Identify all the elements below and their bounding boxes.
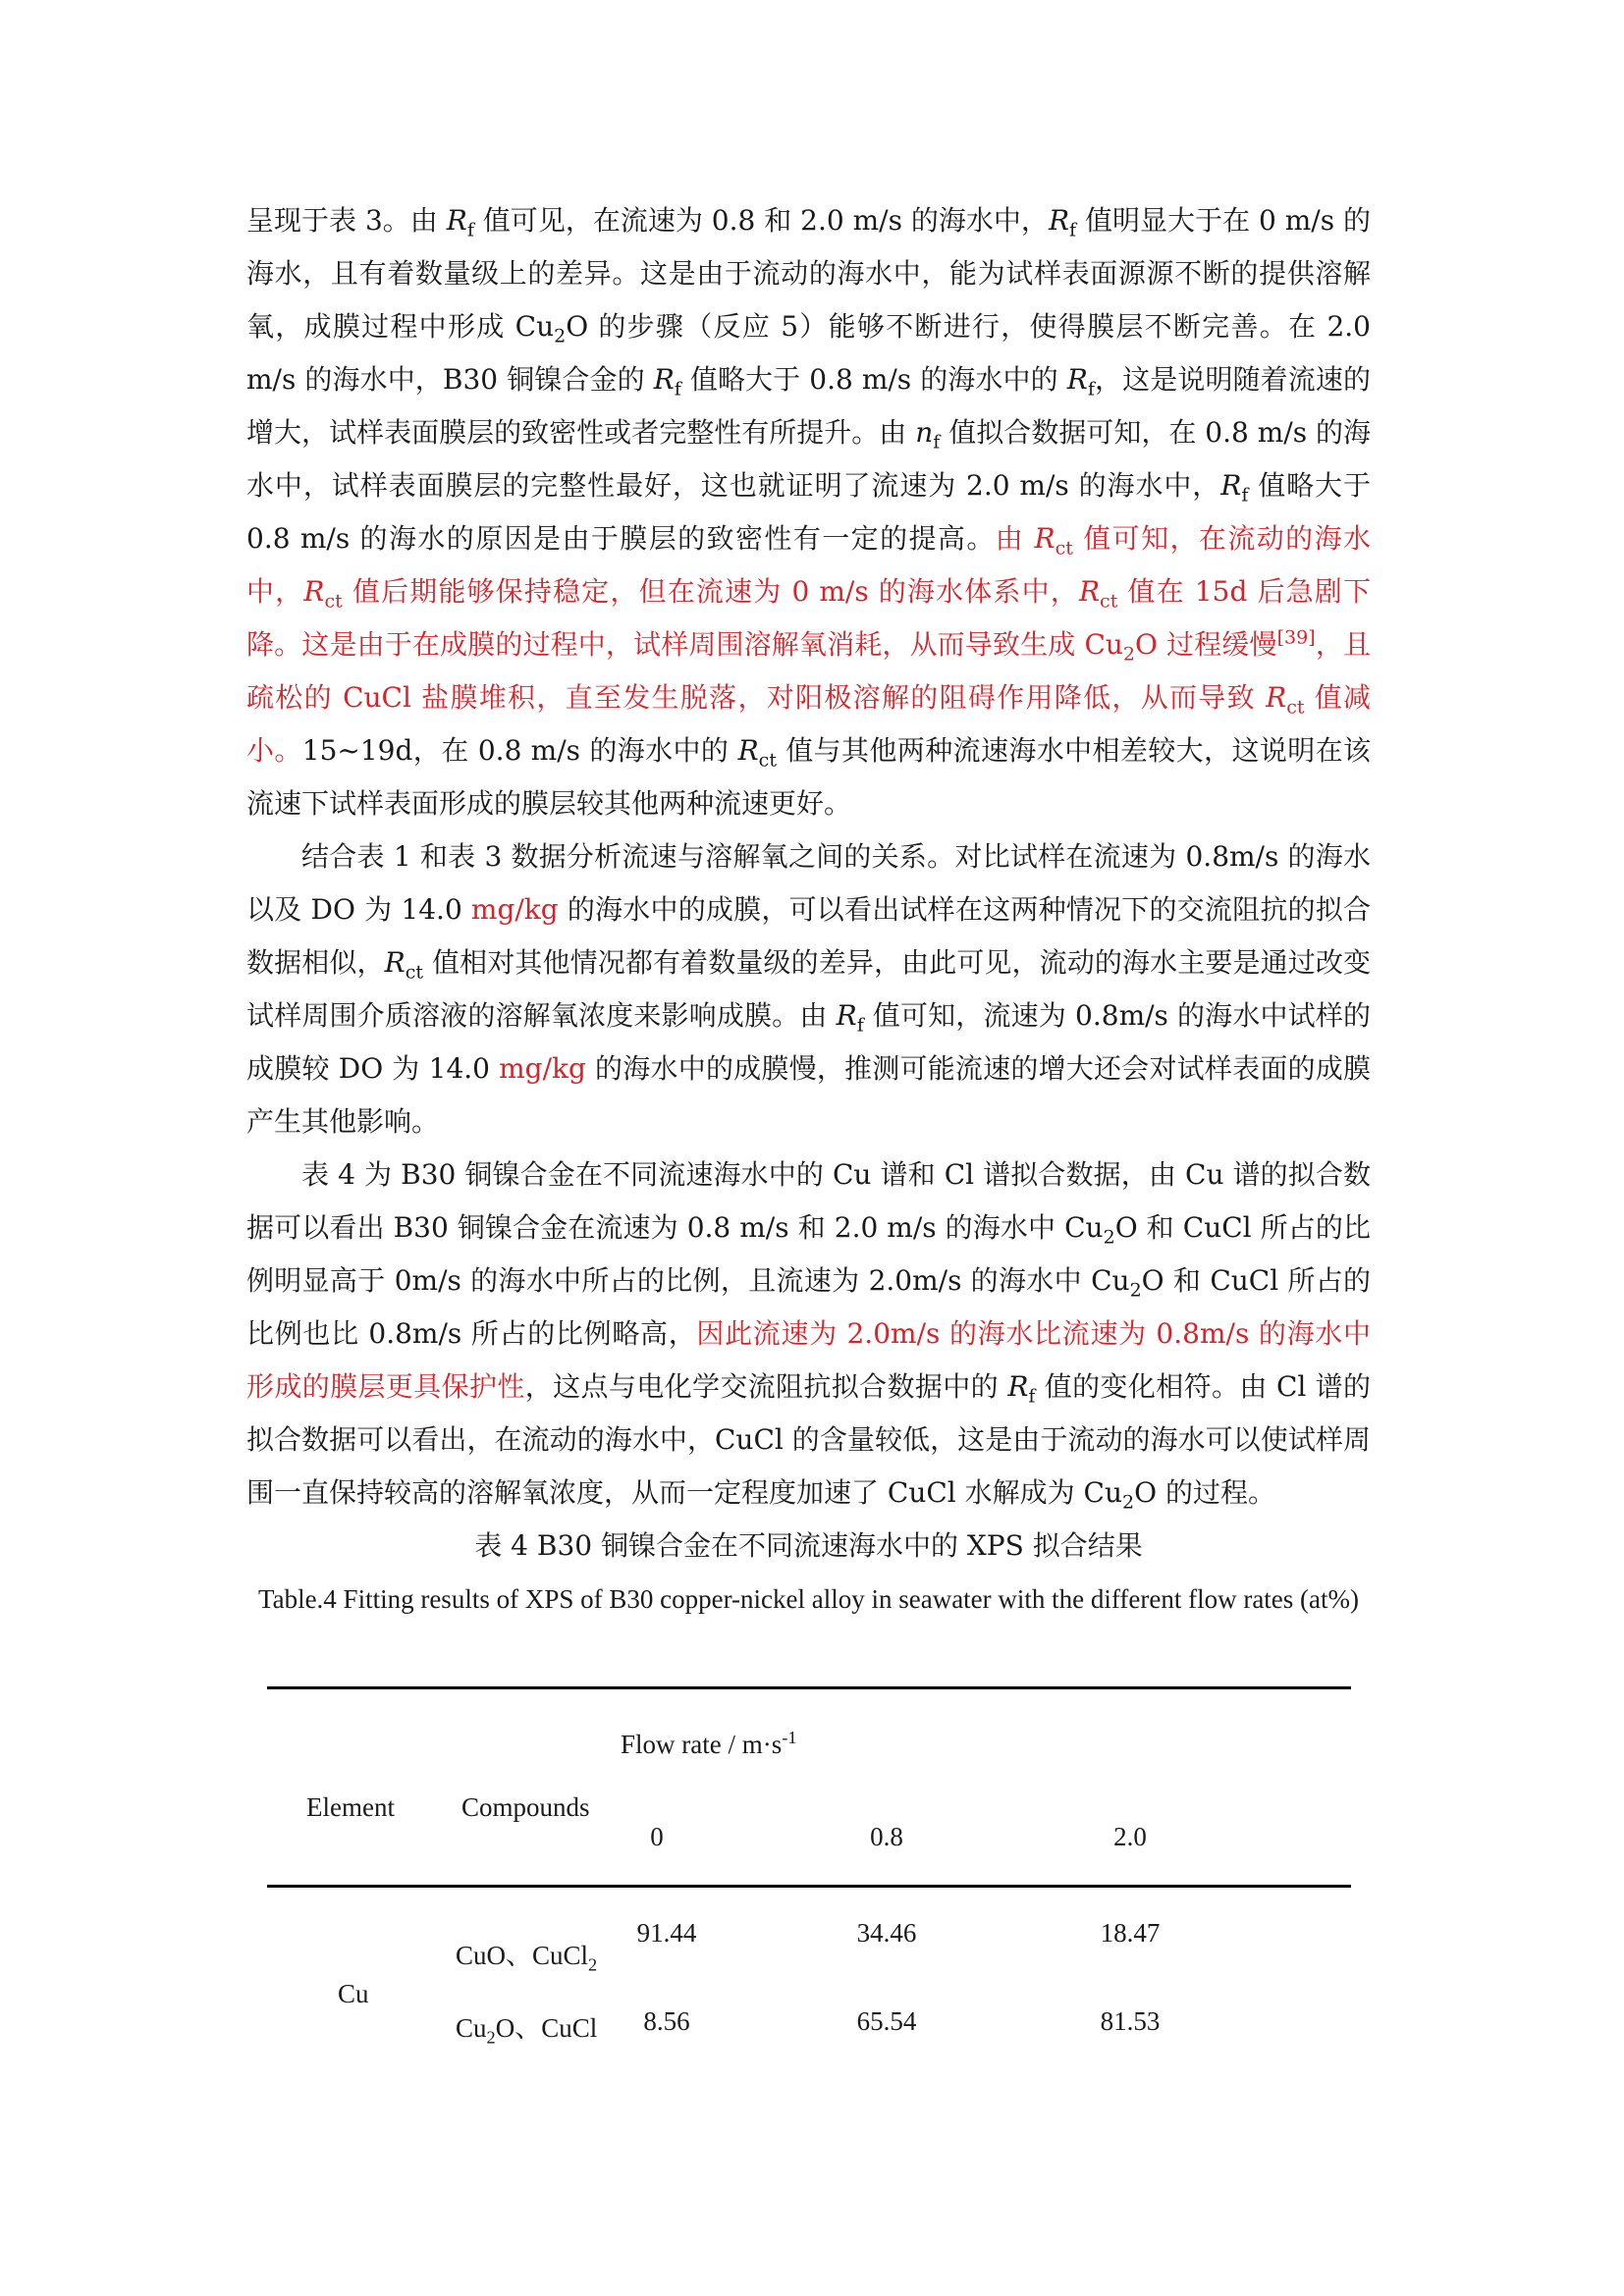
compound-cuo-cucl2-text: CuO、CuCl bbox=[456, 1941, 589, 1970]
p2-segment: ct bbox=[405, 961, 424, 984]
compound-cu2o-cucl-sub: 2 bbox=[486, 2027, 496, 2048]
p1-segment: 2 bbox=[554, 325, 567, 347]
p3-segment: f bbox=[1028, 1385, 1036, 1408]
p3-segment: O 和 CuCl 所占的比例也比 0.8m/s 所占的比例略高， bbox=[246, 1264, 1371, 1350]
p3-segment: O 的过程。 bbox=[1134, 1476, 1275, 1509]
body-text bbox=[246, 194, 1371, 1626]
value-r1-c1: 91.44 bbox=[636, 1918, 697, 1948]
p1-segment: 值明显大于在 0 m/s 的海水，且有着数量级上的差异。这是由于流动的海水中，能为试样表面源源不断的提供溶解氧，成膜过程中形成 Cu bbox=[246, 204, 1371, 343]
p1-segment: 值拟合数据可知，在 0.8 m/s 的海水中，试样表面膜层的完整性最好，这也就证明了流速为 2.0 m/s 的海水中， bbox=[246, 416, 1371, 502]
p1-segment: R bbox=[446, 204, 467, 237]
p1-segment: 呈现于表 3。由 bbox=[246, 204, 447, 237]
p2-segment: mg/kg bbox=[499, 1052, 586, 1085]
p1-segment: f bbox=[466, 219, 474, 241]
flow-rate-0-8: 0.8 bbox=[870, 1822, 903, 1851]
p3-segment: ，这点与电化学交流阻抗拟合数据中的 bbox=[524, 1370, 1008, 1403]
p3-segment: 表 4 为 B30 铜镍合金在不同流速海水中的 Cu 谱和 Cl 谱拟合数据，由 Cu 谱的拟合数据可以看出 B30 铜镍合金在流速为 0.8 m/s 和 2.0 m/s 的海水中 Cu bbox=[246, 1158, 1371, 1244]
flow-rate-2-0: 2.0 bbox=[1113, 1822, 1147, 1851]
p1-segment: n bbox=[915, 416, 934, 449]
p1-segment: 值与其他两种流速海水中相差较大，这说明在该流速下试样表面形成的膜层较其他两种流速更好。 bbox=[246, 734, 1371, 820]
value-r2-c3: 81.53 bbox=[1100, 2006, 1161, 2036]
p1-segment: ，这是说明随着流速的增大，试样表面膜层的致密性或者完整性有所提升。由 bbox=[246, 363, 1371, 449]
p1-segment: f bbox=[1087, 378, 1095, 400]
value-r2-c1: 8.56 bbox=[643, 2006, 690, 2036]
p1-segment: ，且疏松的 CuCl 盐膜堆积，直至发生脱落，对阳极溶解的阻碍作用降低，从而导致 bbox=[246, 628, 1371, 714]
p1-segment: ct bbox=[324, 590, 343, 613]
p1-segment: ct bbox=[758, 749, 777, 772]
header-compounds: Compounds bbox=[461, 1792, 590, 1822]
flow-rate-exponent: -1 bbox=[782, 1728, 797, 1747]
paragraph-1 bbox=[246, 194, 1371, 830]
p1-segment: 值后期能够保持稳定，但在流速为 0 m/s 的海水体系中， bbox=[342, 575, 1079, 608]
flow-rate-label: Flow rate / m·s bbox=[621, 1730, 783, 1759]
compound-cu2o-cucl-text-b: O、CuCl bbox=[495, 2013, 598, 2043]
p3-segment: 因此流速为 2.0m/s 的海水比流速为 0.8m/s 的海水中形成的膜层更具保护性 bbox=[246, 1317, 1371, 1403]
value-r2-c2: 65.54 bbox=[856, 2006, 917, 2036]
p1-segment: R bbox=[653, 363, 675, 396]
p1-segment: f bbox=[674, 378, 681, 400]
value-r1-c3: 18.47 bbox=[1100, 1918, 1161, 1948]
p1-segment: R bbox=[737, 734, 759, 767]
p2-segment: 的海水中的成膜，可以看出试样在这两种情况下的交流阻抗的拟合数据相似， bbox=[246, 893, 1371, 979]
compound-cuo-cucl2-sub: 2 bbox=[588, 1954, 598, 1975]
compound-cu2o-cucl bbox=[456, 2006, 598, 2048]
p1-segment: R bbox=[1078, 575, 1101, 608]
p2-segment: 的海水中的成膜慢，推测可能流速的增大还会对试样表面的成膜产生其他影响。 bbox=[246, 1052, 1372, 1138]
p1-segment: 值略大于 0.8 m/s 的海水中的 bbox=[680, 363, 1067, 396]
p1-segment: 值略大于 0.8 m/s 的海水的原因是由于膜层的致密性有一定的提高。 bbox=[246, 469, 1371, 555]
p1-segment: R bbox=[1266, 681, 1287, 714]
table-mid-rule bbox=[267, 1885, 1351, 1888]
p1-segment: R bbox=[1066, 363, 1088, 396]
table-caption-zh: 表 4 B30 铜镍合金在不同流速海水中的 XPS 拟合结果 bbox=[474, 1529, 1143, 1562]
p3-segment: 值的变化相符。由 Cl 谱的拟合数据可以看出，在流动的海水中，CuCl 的含量较低，这是由于流动的海水可以使试样周围一直保持较高的溶解氧浓度，从而一定程度加速了 CuCl 水解成为 Cu bbox=[246, 1370, 1371, 1509]
p1-segment: ct bbox=[1100, 590, 1118, 613]
p2-segment: f bbox=[856, 1014, 864, 1037]
p2-segment: 结合表 1 和表 3 数据分析流速与溶解氧之间的关系。对比试样在流速为 0.8m/s 的海水以及 DO 为 14.0 bbox=[246, 840, 1371, 926]
p1-segment: 值可知，在流动的海水中， bbox=[246, 522, 1372, 608]
p1-segment: f bbox=[1241, 484, 1249, 507]
p1-segment: [39] bbox=[1276, 626, 1316, 649]
p1-segment: 值可见，在流速为 0.8 和 2.0 m/s 的海水中， bbox=[473, 204, 1049, 237]
p1-segment: O 的步骤（反应 5）能够不断进行，使得膜层不断完善。在 2.0 m/s 的海水中，B30 铜镍合金的 bbox=[246, 310, 1372, 396]
p3-segment: 2 bbox=[1122, 1491, 1135, 1514]
p2-segment: R bbox=[836, 999, 857, 1032]
p3-segment: 2 bbox=[1129, 1279, 1142, 1302]
paragraph-2 bbox=[246, 830, 1371, 1148]
p1-segment: 值减小。 bbox=[246, 681, 1372, 767]
flow-rate-0: 0 bbox=[650, 1822, 664, 1851]
p1-segment: f bbox=[933, 431, 941, 454]
p3-segment: O 和 CuCl 所占的比例明显高于 0m/s 的海水中所占的比例，且流速为 2.0m/s 的海水中 Cu bbox=[246, 1211, 1371, 1297]
p1-segment: ct bbox=[1055, 537, 1073, 560]
p2-segment: R bbox=[384, 946, 406, 979]
paragraph-3 bbox=[246, 1148, 1371, 1520]
p1-segment: R bbox=[1034, 522, 1056, 555]
p2-segment: mg/kg bbox=[470, 893, 559, 926]
p2-segment: 值可知，流速为 0.8m/s 的海水中试样的成膜较 DO 为 14.0 bbox=[246, 999, 1371, 1085]
p1-segment: 2 bbox=[1122, 643, 1136, 666]
p2-segment: 值相对其他情况都有着数量级的差异，由此可见，流动的海水主要是通过改变试样周围介质溶液的溶解氧浓度来影响成膜。由 bbox=[246, 946, 1371, 1032]
p1-segment: 由 bbox=[995, 522, 1035, 555]
value-r1-c2: 34.46 bbox=[856, 1918, 917, 1948]
p1-segment: 15~19d，在 0.8 m/s 的海水中的 bbox=[301, 734, 738, 767]
element-cu: Cu bbox=[338, 1979, 369, 2008]
p1-segment: O 过程缓慢 bbox=[1135, 628, 1277, 661]
p1-segment: R bbox=[1048, 204, 1070, 237]
flow-rate-header bbox=[621, 1730, 797, 1760]
p3-segment: R bbox=[1007, 1370, 1029, 1403]
p1-segment: R bbox=[303, 575, 325, 608]
p1-segment: f bbox=[1069, 219, 1077, 241]
p3-segment: 2 bbox=[1103, 1226, 1115, 1249]
p1-segment: ct bbox=[1286, 696, 1305, 719]
table-caption-en: Table.4 Fitting results of XPS of B30 copper-nickel alloy in seawater with the different flow rates (at%) bbox=[257, 1584, 1360, 1614]
p1-segment: R bbox=[1220, 469, 1242, 502]
compound-cu2o-cucl-text-a: Cu bbox=[456, 2013, 487, 2043]
compound-cuo-cucl2 bbox=[456, 1934, 598, 1975]
header-element: Element bbox=[306, 1792, 395, 1822]
p1-segment: 值在 15d 后急剧下降。这是由于在成膜的过程中，试样周围溶解氧消耗，从而导致生成 Cu bbox=[246, 575, 1371, 661]
table-top-rule bbox=[267, 1686, 1351, 1689]
